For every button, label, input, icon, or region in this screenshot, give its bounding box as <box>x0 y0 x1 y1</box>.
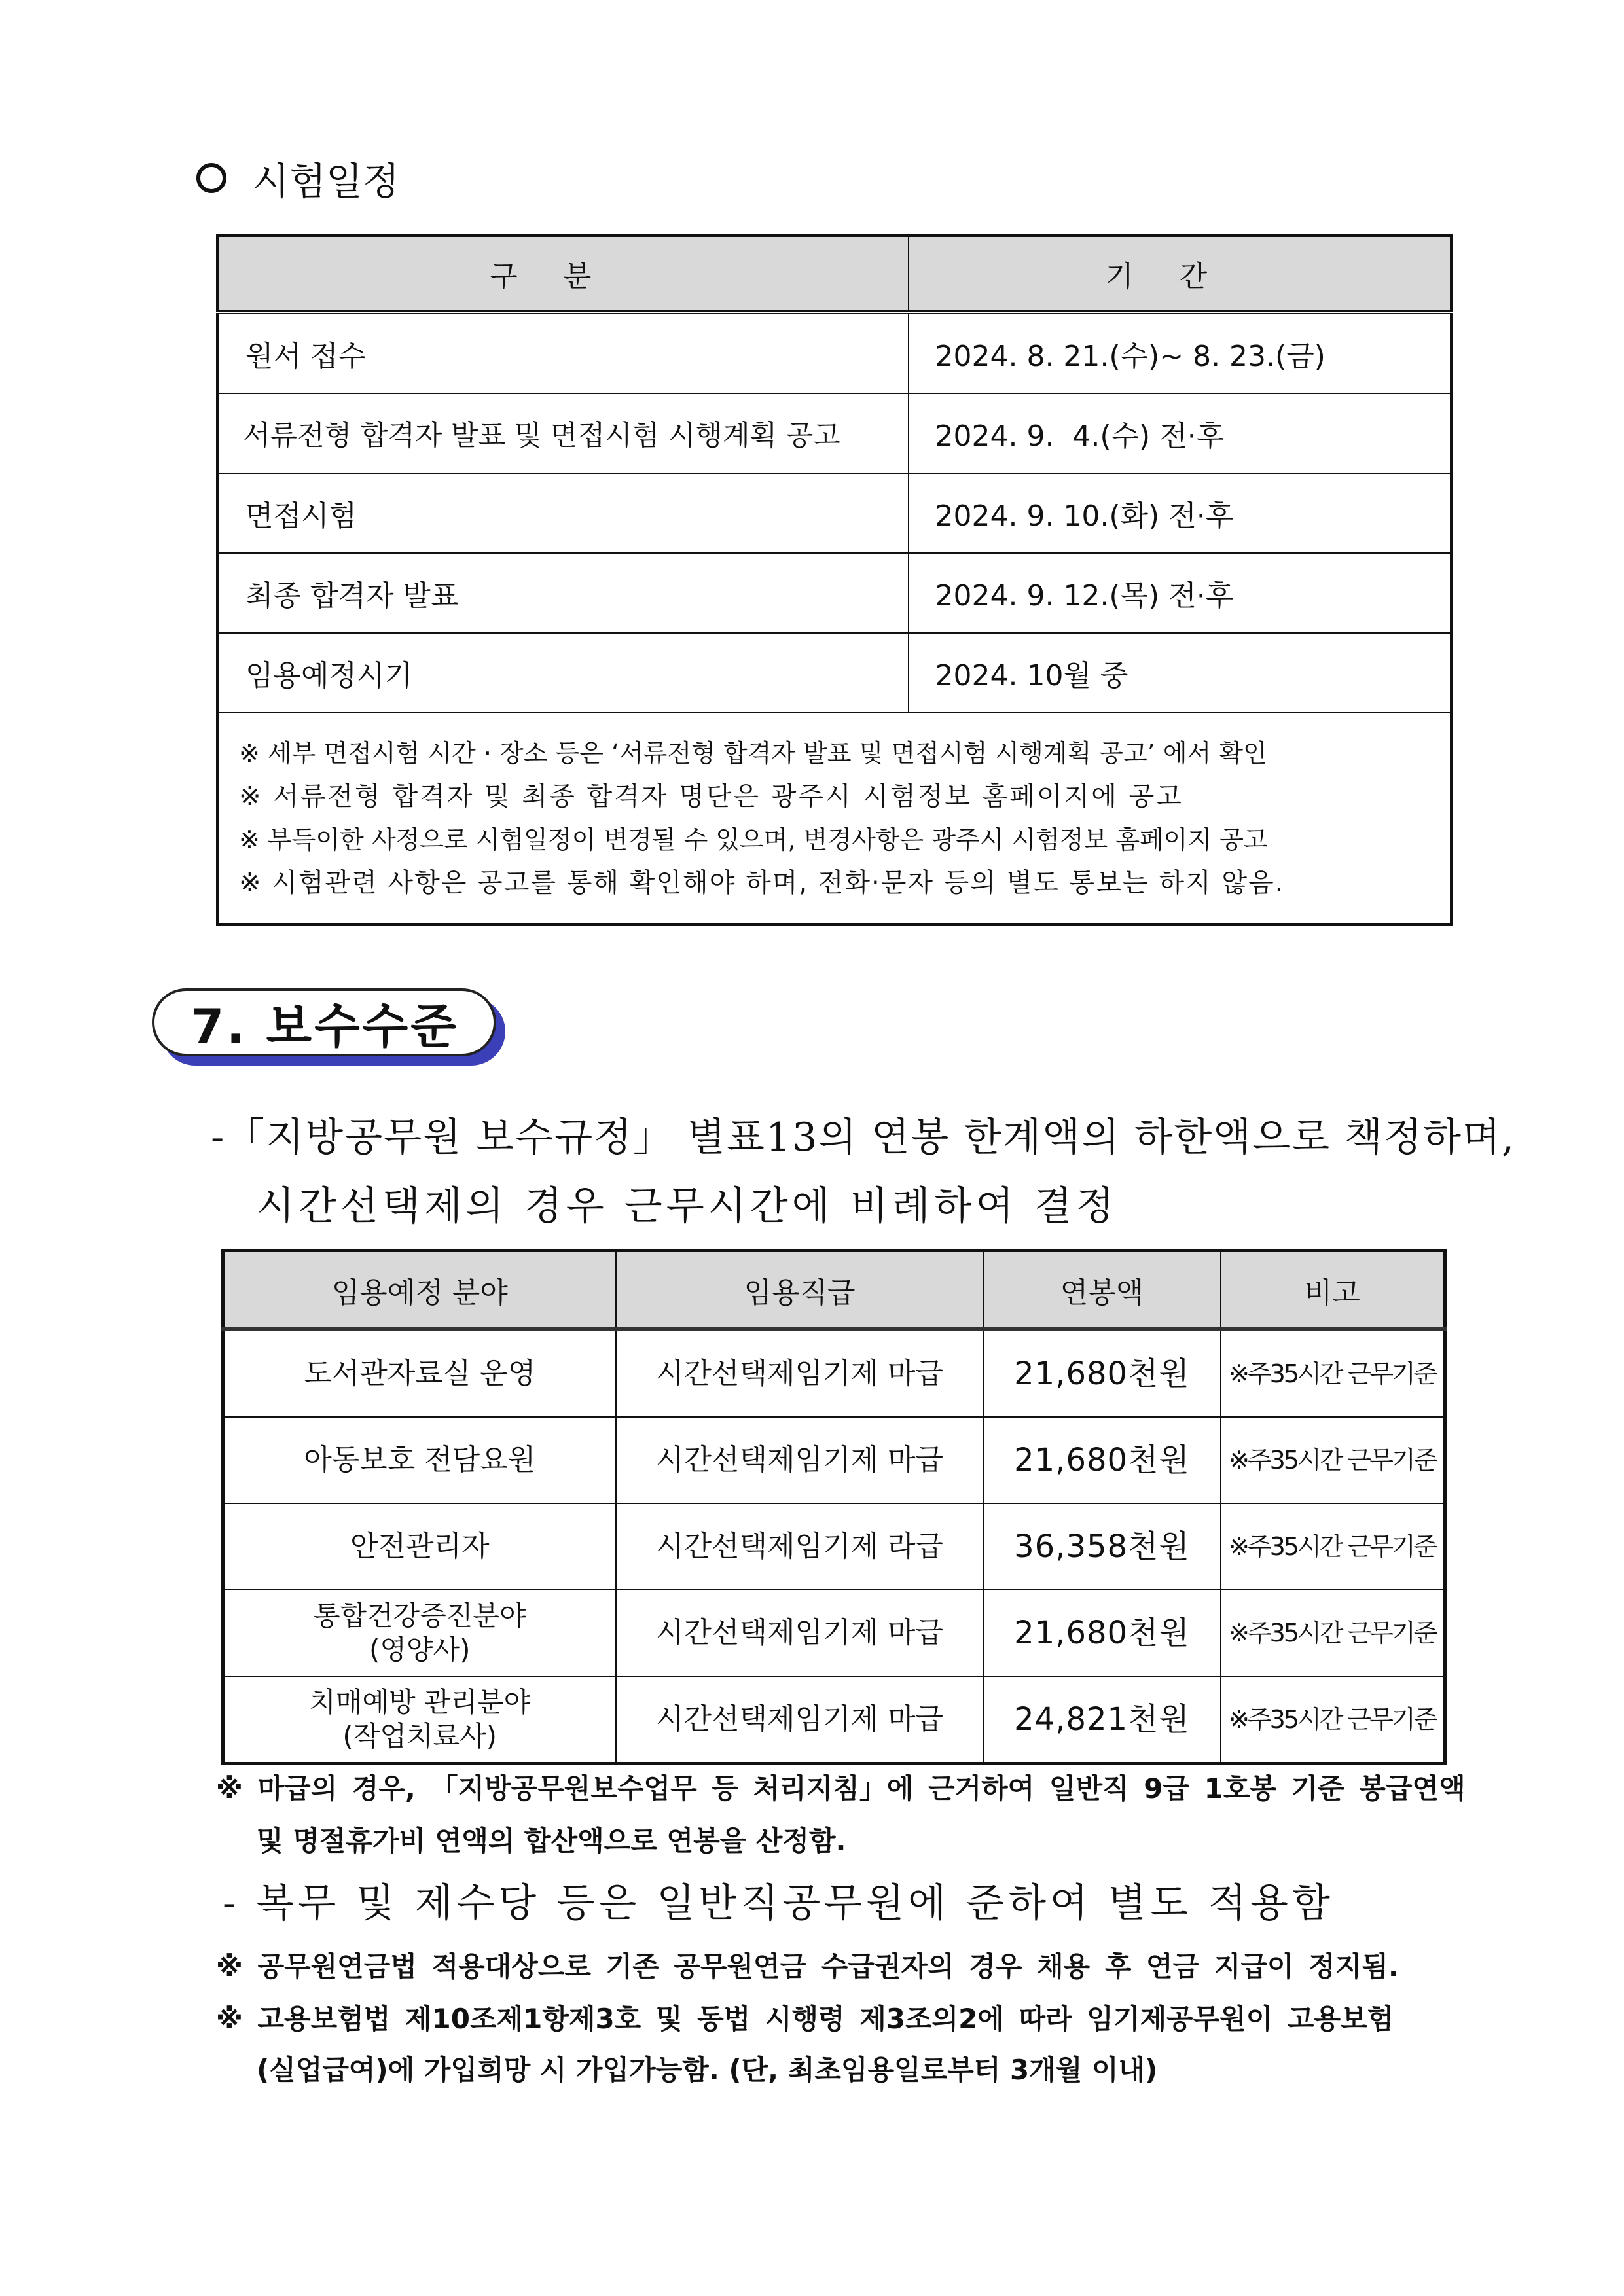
table-row <box>223 1329 1445 1417</box>
pay-salary: 24,821천원 <box>984 1676 1221 1764</box>
table-row <box>223 1503 1445 1590</box>
pay-grade: 시간선택제임기제 마급 <box>616 1329 984 1417</box>
schedule-item: 최종 합격자 발표 <box>218 553 909 633</box>
pay-salary: 21,680천원 <box>984 1329 1221 1417</box>
grade-note-line1: ※ 마급의 경우, 「지방공무원보수업무 등 처리지침」에 근거하여 일반직 9급 1호봉 기준 봉급연액 <box>216 1772 1466 1804</box>
pay-grade: 시간선택제임기제 라급 <box>616 1503 984 1590</box>
pay-field <box>223 1417 616 1503</box>
table-row <box>223 1417 1445 1503</box>
pay-field-subtitle: (작업치료사) <box>342 1720 497 1752</box>
pay-field-name: 통합건강증진분야 <box>313 1600 526 1632</box>
table-row <box>223 1676 1445 1764</box>
header-grade: 임용직급 <box>616 1251 984 1330</box>
schedule-notes <box>218 713 1452 925</box>
pay-remark: ※주35시간 근무기준 <box>1221 1503 1445 1590</box>
table-row <box>218 312 1452 393</box>
schedule-header-row <box>218 236 1452 313</box>
schedule-period: 2024. 8. 21.(수)~ 8. 23.(금) <box>909 312 1452 393</box>
pay-remark: ※주35시간 근무기준 <box>1221 1417 1445 1503</box>
schedule-item: 원서 접수 <box>218 312 909 393</box>
schedule-item: 면접시험 <box>218 473 909 553</box>
table-row <box>218 633 1452 713</box>
schedule-item: 임용예정시기 <box>218 633 909 713</box>
pay-field <box>223 1590 616 1676</box>
pension-note: ※ 공무원연금법 적용대상으로 기존 공무원연금 수급권자의 경우 채용 후 연금 지급이 정지됨. <box>216 1950 1399 1982</box>
section-title: 7. 보수수준 <box>191 999 459 1054</box>
pay-table <box>221 1249 1447 1765</box>
pay-description-line1: -「지방공무원 보수규정」 별표13의 연봉 한계액의 하한액으로 책정하며, <box>211 1115 1516 1160</box>
schedule-note: ※ 시험관련 사항은 공고를 통해 확인해야 하며, 전화·문자 등의 별도 통보는 하지 않음. <box>239 868 1285 898</box>
pay-grade: 시간선택제임기제 마급 <box>616 1417 984 1503</box>
table-row <box>218 393 1452 473</box>
header-field: 임용예정 분야 <box>223 1251 616 1330</box>
header-remark: 비고 <box>1221 1251 1445 1330</box>
schedule-period: 2024. 10월 중 <box>909 633 1452 713</box>
schedule-item: 서류전형 합격자 발표 및 면접시험 시행계획 공고 <box>218 393 909 473</box>
pay-salary: 36,358천원 <box>984 1503 1221 1590</box>
pay-header-row <box>223 1251 1445 1330</box>
pay-remark: ※주35시간 근무기준 <box>1221 1590 1445 1676</box>
table-row <box>218 553 1452 633</box>
header-category: 구분 <box>218 236 909 313</box>
schedule-table <box>216 234 1453 926</box>
insurance-note-line2: (실업급여)에 가입희망 시 가입가능함. (단, 최초임용일로부터 3개월 이내) <box>257 2054 1158 2086</box>
pay-field-name: 아동보호 전담요원 <box>304 1443 536 1477</box>
schedule-period: 2024. 9. 12.(목) 전·후 <box>909 553 1452 633</box>
schedule-heading-text: 시험일정 <box>253 159 400 204</box>
pay-field-name: 안전관리자 <box>350 1530 490 1563</box>
pay-salary: 21,680천원 <box>984 1590 1221 1676</box>
pay-description-line2: 시간선택제의 경우 근무시간에 비례하여 결정 <box>257 1183 1118 1229</box>
schedule-notes-row <box>218 713 1452 925</box>
pay-remark: ※주35시간 근무기준 <box>1221 1676 1445 1764</box>
header-period: 기간 <box>909 236 1452 313</box>
schedule-note: ※ 서류전형 합격자 및 최종 합격자 명단은 광주시 시험정보 홈페이지에 공고 <box>239 781 1183 812</box>
schedule-note: ※ 세부 면접시험 시간 · 장소 등은 ‘서류전형 합격자 발표 및 면접시험 시행계획 공고’ 에서 확인 <box>239 739 1267 768</box>
section-banner <box>152 988 505 1066</box>
schedule-heading <box>196 152 399 204</box>
pay-field-name: 치매예방 관리분야 <box>309 1686 531 1718</box>
circle-bullet-icon <box>196 163 226 193</box>
banner-pill <box>152 988 496 1056</box>
schedule-note: ※ 부득이한 사정으로 시험일정이 변경될 수 있으며, 변경사항은 광주시 시험정보 홈페이지 공고 <box>239 825 1268 854</box>
pay-field <box>223 1503 616 1590</box>
grade-note-line2: 및 명절휴가비 연액의 합산액으로 연봉을 산정함. <box>257 1825 846 1857</box>
table-row <box>218 473 1452 553</box>
schedule-period: 2024. 9. 10.(화) 전·후 <box>909 473 1452 553</box>
allowance-line: - 복무 및 제수당 등은 일반직공무원에 준하여 별도 적용함 <box>223 1880 1334 1926</box>
pay-field <box>223 1676 616 1764</box>
pay-field-subtitle: (영양사) <box>369 1634 471 1666</box>
pay-grade: 시간선택제임기제 마급 <box>616 1676 984 1764</box>
table-row <box>223 1590 1445 1676</box>
pay-field <box>223 1329 616 1417</box>
insurance-note-line1: ※ 고용보험법 제10조제1항제3호 및 동법 시행령 제3조의2에 따라 임기제공무원이 고용보험 <box>216 2003 1394 2035</box>
pay-grade: 시간선택제임기제 마급 <box>616 1590 984 1676</box>
pay-field-name: 도서관자료실 운영 <box>304 1357 536 1390</box>
pay-salary: 21,680천원 <box>984 1417 1221 1503</box>
pay-remark: ※주35시간 근무기준 <box>1221 1329 1445 1417</box>
header-salary: 연봉액 <box>984 1251 1221 1330</box>
schedule-period: 2024. 9. 4.(수) 전·후 <box>909 393 1452 473</box>
